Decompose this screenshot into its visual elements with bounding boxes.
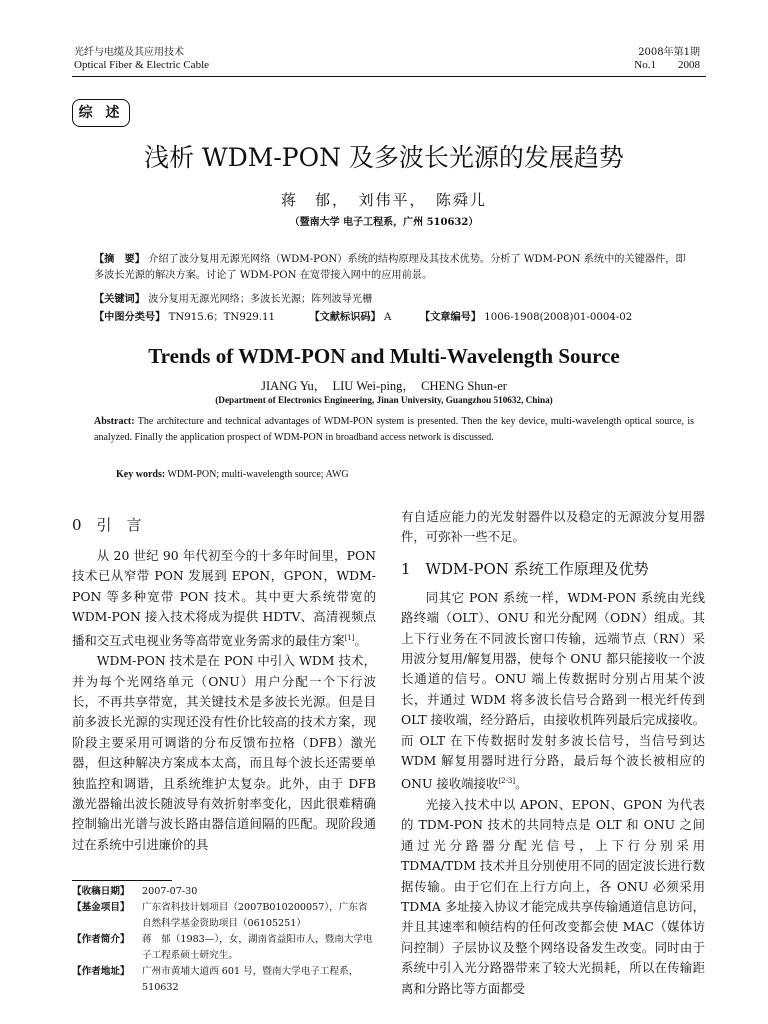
classification-line	[94, 309, 694, 326]
keywords-cn-label: 【关键词】	[94, 293, 145, 305]
column-right	[401, 507, 705, 999]
column-left	[72, 512, 376, 855]
review-badge: 综 述	[72, 99, 130, 127]
keywords-cn	[94, 291, 694, 308]
section-0-para-1: 从 20 世纪 90 年代初至今的十多年时间里，PON 技术已从窄带 PON 发展到 EPON，GPON，WDM-PON 等多种宽带 PON 技术。其中更大系统带宽的 WDM-PON 接入技术将成为提供 HDTV、高清视频点播和交互式电视业务等高带宽业务需求的最佳方案[1]。	[72, 548, 376, 648]
section-0-heading: 0 引 言	[72, 516, 142, 534]
issue-en: No.1 2008	[634, 59, 700, 71]
journal-name-en: Optical Fiber & Electric Cable	[74, 59, 210, 71]
abstract-cn-text: 介绍了波分复用无源光网络（WDM-PON）系统的结构原理及其技术优势。分析了 WDM-PON 系统中的关键器件，即多波长光源的解决方案。讨论了 WDM-PON 在宽带接入网中的应用前景。	[94, 254, 686, 281]
clc-label: 【中图分类号】	[94, 311, 166, 323]
keywords-cn-text: 波分复用无源光网络；多波长光源；阵列波导光栅	[148, 294, 373, 305]
abstract-en-label: Abstract:	[94, 416, 135, 427]
footnotes	[72, 884, 376, 996]
section-0-para-2: WDM-PON 技术是在 PON 中引入 WDM 技术，并为每个光网络单元（ONU）用户分配一个下行波长，不再共享带宽，其关键技术是多波长光源。但是目前多波长光源的实现还没有性价比较高的技术方案，现阶段主要采用可调谐的分布反馈布拉格（DFB）激光器，但这种解决方案成本太高，而且每个波长还需要单独监控和调谐，且系统维护太复杂。此外，由于 DFB 激光器输出波长随波导有效折射率变化，因此很难精确控制输出光谱与波长路由器信道间隔的匹配。现阶段通过在系统中引进廉价的具	[72, 653, 376, 852]
abstract-cn	[94, 251, 694, 284]
citation-2-3: [2-3]	[498, 777, 516, 786]
footnote-author-bio: 【作者简介】 蒋 郁（1983—），女，湖南省益阳市人，暨南大学电子工程系硕士研究生。	[72, 934, 373, 961]
section-1-para-1: 同其它 PON 系统一样，WDM-PON 系统由光线路终端（OLT）、ONU 和光分配网（ODN）组成。其上下行业务在不同波长窗口传输，远端节点（RN）采用波分复用/解复用器，使每个 ONU 都只能接收一个波长通道的信号。ONU 端上传数据时分别占用某个波长，并通过 WDM 将多波长信号合路到一根光纤传到 OLT 接收端，经分路后，由接收机阵列最后完成接收。而 OLT 在下传数据时发射多波长信号，当信号到达 WDM 解复用器时进行分路，最后每个波长被相应的 ONU 接收端接收[2-3]。	[401, 589, 705, 792]
doc-code-label: 【文献标识码】	[309, 311, 381, 323]
journal-header	[74, 46, 209, 72]
journal-name-cn: 光纤与电缆及其应用技术	[74, 47, 184, 58]
keywords-en-label: Key words:	[116, 469, 166, 480]
abstract-cn-label: 【摘 要】	[94, 253, 145, 265]
authors-cn: 蒋 郁， 刘伟平， 陈舜儿	[280, 191, 487, 209]
abstract-en-text: The architecture and technical advantages of WDM-PON system is presented. Then the key device, multi-wavelength optical source, is analyzed. Finally the application prospect of WDM-PON in broadband access network is discussed.	[94, 416, 694, 443]
article-no-value: 1006-1908(2008)01-0004-02	[484, 312, 633, 323]
section-1-heading: 1 WDM-PON 系统工作原理及优势	[401, 559, 649, 578]
footnote-address: 【作者地址】 广州市黄埔大道西 601 号，暨南大学电子工程系，510632	[72, 966, 359, 993]
header-rule	[72, 76, 706, 77]
keywords-en-text: WDM-PON; multi-wavelength source; AWG	[165, 469, 349, 480]
abstract-en	[94, 414, 694, 446]
issue-header	[634, 46, 700, 72]
title-en: Trends of WDM-PON and Multi-Wavelength Source	[148, 344, 620, 368]
title-cn: 浅析 WDM-PON 及多波长光源的发展趋势	[144, 143, 624, 172]
issue-cn: 2008年第1期	[638, 47, 700, 58]
authors-en: JIANG Yu， LIU Wei-ping， CHENG Shun-er	[261, 379, 507, 393]
clc-value: TN915.6；TN929.11	[168, 312, 275, 323]
doc-code-value: A	[384, 312, 392, 323]
affiliation-cn: （暨南大学 电子工程系，广州 510632）	[289, 217, 479, 228]
footnote-received: 【收稿日期】 2007-07-30	[72, 886, 198, 897]
footnote-rule	[72, 880, 172, 881]
affiliation-en: (Department of Electronics Engineering, Jinan University, Guangzhou 510632, China)	[215, 395, 553, 405]
section-1-para-2: 光接入技术中以 APON、EPON、GPON 为代表的 TDM-PON 技术的共同特点是 OLT 和 ONU 之间通过光分路器分配光信号，上下行分别采用 TDMA/TDM 技术并且分别使用不同的固定波长进行数据传输。由于它们在上行方向上，各 ONU 必须采用 TDMA 多址接入协议才能完成共享传输通道信息访问，并且其速率和帧结构的任何改变都会使 MAC（媒体访问控制）子层协议及整个网络设备发生改变。同时由于系统中引入光分路器带来了较大光损耗，所以在传输距离和分路比等方面都受	[401, 797, 705, 996]
footnote-funding: 【基金项目】 广东省科技计划项目（2007B010200057），广东省自然科学基金资助项目（06105251）	[72, 902, 368, 929]
section-0-continuation: 有自适应能力的光发射器件以及稳定的无源波分复用器件，可弥补一些不足。	[401, 509, 705, 545]
keywords-en	[116, 469, 349, 480]
citation-1: [1]	[344, 633, 355, 642]
article-no-label: 【文章编号】	[419, 311, 482, 323]
